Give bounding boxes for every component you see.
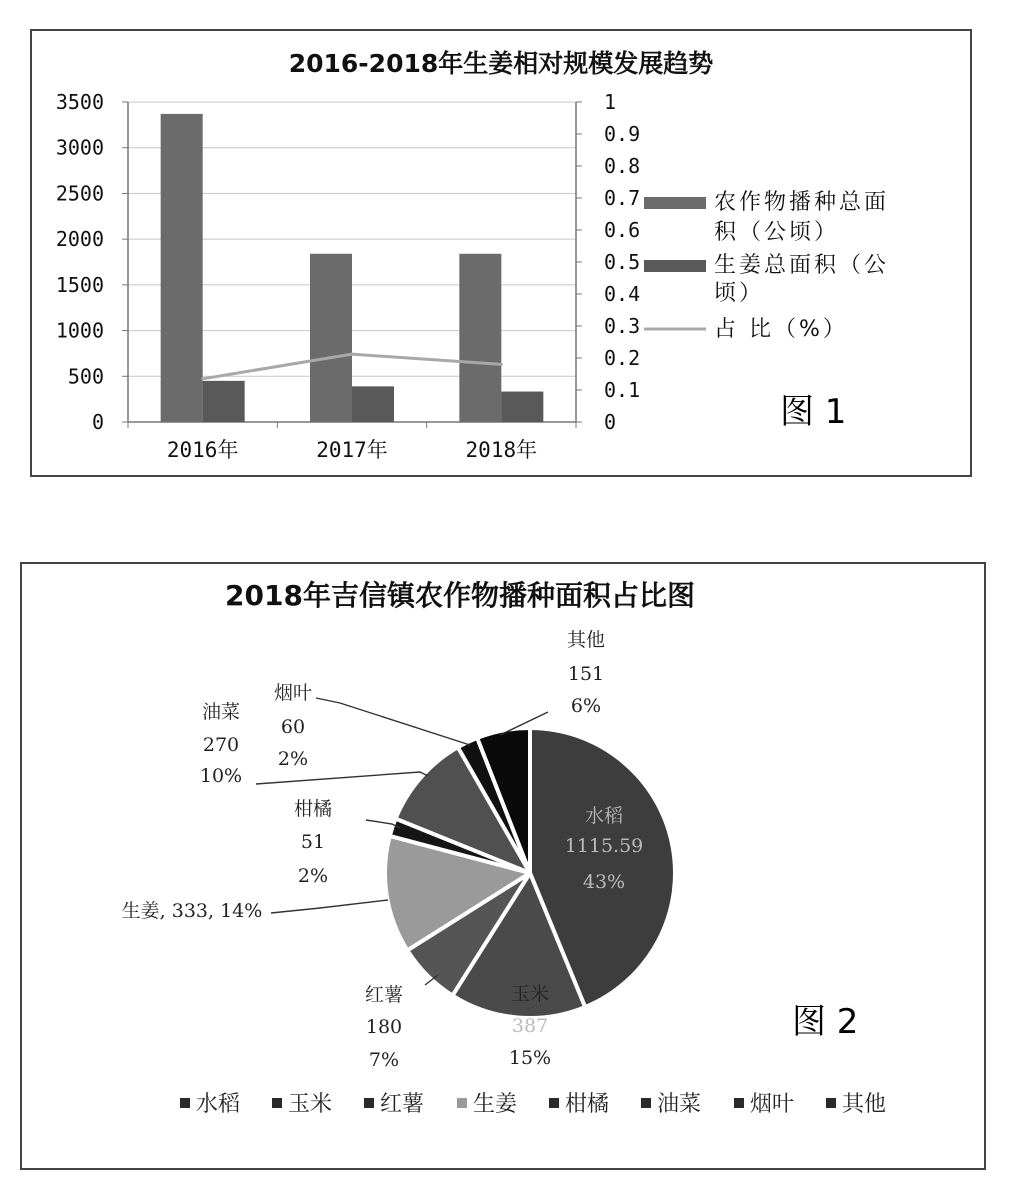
pie-data-label: 43% [582,871,626,893]
figure2-label: 图 2 [792,1002,859,1042]
pie-data-label: 玉米 [510,983,550,1005]
y-tick-label: 500 [67,364,104,389]
pie-data-label: 60 [280,716,306,738]
x-tick-label: 2016年 [166,438,239,462]
legend-total-area-line2: 积（公顷） [714,220,840,245]
y2-tick-label: 0.6 [604,218,641,242]
pie-data-label: 水稻 [584,805,624,827]
y-tick-label: 3000 [55,135,104,160]
legend-label: 水稻 [196,1092,241,1117]
chart1-title: 2016-2018年生姜相对规模发展趋势 [288,49,714,78]
bar [459,254,501,422]
legend-swatch [641,1098,651,1108]
bar [352,386,394,422]
legend-label: 其他 [842,1092,887,1117]
pie-data-label: 2% [277,748,309,770]
legend-swatch [272,1098,282,1108]
pie-data-label: 2% [297,865,329,887]
legend-ginger-area-line1: 生姜总面积（公 [714,253,890,278]
bar [161,114,203,422]
pie-data-label: 180 [365,1016,403,1038]
legend-swatch [826,1098,836,1108]
y-tick-label: 2000 [55,227,104,252]
x-tick-label: 2017年 [316,438,388,462]
pie-data-label: 15% [508,1047,552,1069]
y2-tick-label: 0.7 [604,186,641,210]
y-tick-label: 0 [91,410,104,434]
legend-total-area-line1: 农作物播种总面 [714,190,890,215]
pie-data-label: 其他 [566,629,606,651]
ratio-point [351,353,354,356]
pie-data-label: 6% [570,695,602,717]
legend-swatch-ginger-area [644,260,706,272]
pie-data-label: 红薯 [364,984,404,1006]
y2-tick-label: 0.4 [604,282,641,306]
bar [203,381,245,422]
y2-tick-label: 0.2 [604,346,641,370]
legend-label: 烟叶 [750,1092,795,1117]
pie-data-label: 1115.59 [564,835,644,857]
y-tick-label: 3500 [55,90,104,114]
bar [310,254,352,422]
y2-tick-label: 0.1 [604,378,641,402]
x-tick-label: 2018年 [465,438,538,462]
chart2-title: 2018年吉信镇农作物播种面积占比图 [225,579,695,612]
y2-tick-label: 0 [604,410,617,434]
figure1-label: 图 1 [780,392,847,432]
legend-swatch [180,1098,190,1108]
pie-data-label: 387 [511,1015,549,1037]
legend-swatch [549,1098,559,1108]
legend-label: 生姜 [473,1092,518,1117]
y-tick-label: 2500 [55,181,104,206]
pie-data-label: 151 [567,663,605,685]
legend-label: 玉米 [288,1092,333,1117]
y2-tick-label: 0.9 [604,122,641,146]
ratio-point [201,377,204,380]
legend-label: 油菜 [657,1092,702,1117]
legend-label: 柑橘 [565,1092,610,1117]
legend-label: 红薯 [380,1092,425,1117]
ratio-point [500,363,503,366]
pie-data-label: 270 [202,734,240,756]
y-tick-label: 1500 [55,272,104,297]
y2-tick-label: 0.3 [604,314,641,338]
pie-data-label: 10% [199,765,243,787]
pie-data-label: 生姜, 333, 14% [121,900,263,922]
pie-data-label: 51 [300,831,326,853]
pie-data-label: 柑橘 [293,798,333,820]
y2-tick-label: 0.5 [604,250,641,274]
bar [501,392,543,422]
pie-data-label: 7% [368,1049,400,1071]
legend-swatch [364,1098,374,1108]
legend-swatch [457,1098,467,1108]
pie-data-label: 油菜 [201,701,241,723]
y2-tick-label: 1 [604,90,617,114]
legend-swatch [734,1098,744,1108]
legend-ratio: 占 比（%） [714,317,848,342]
legend-ginger-area-line2: 顷） [714,281,765,306]
y2-tick-label: 0.8 [604,154,641,178]
legend-swatch-total-area [644,197,706,209]
pie-data-label: 烟叶 [273,682,313,704]
y-tick-label: 1000 [55,318,104,343]
